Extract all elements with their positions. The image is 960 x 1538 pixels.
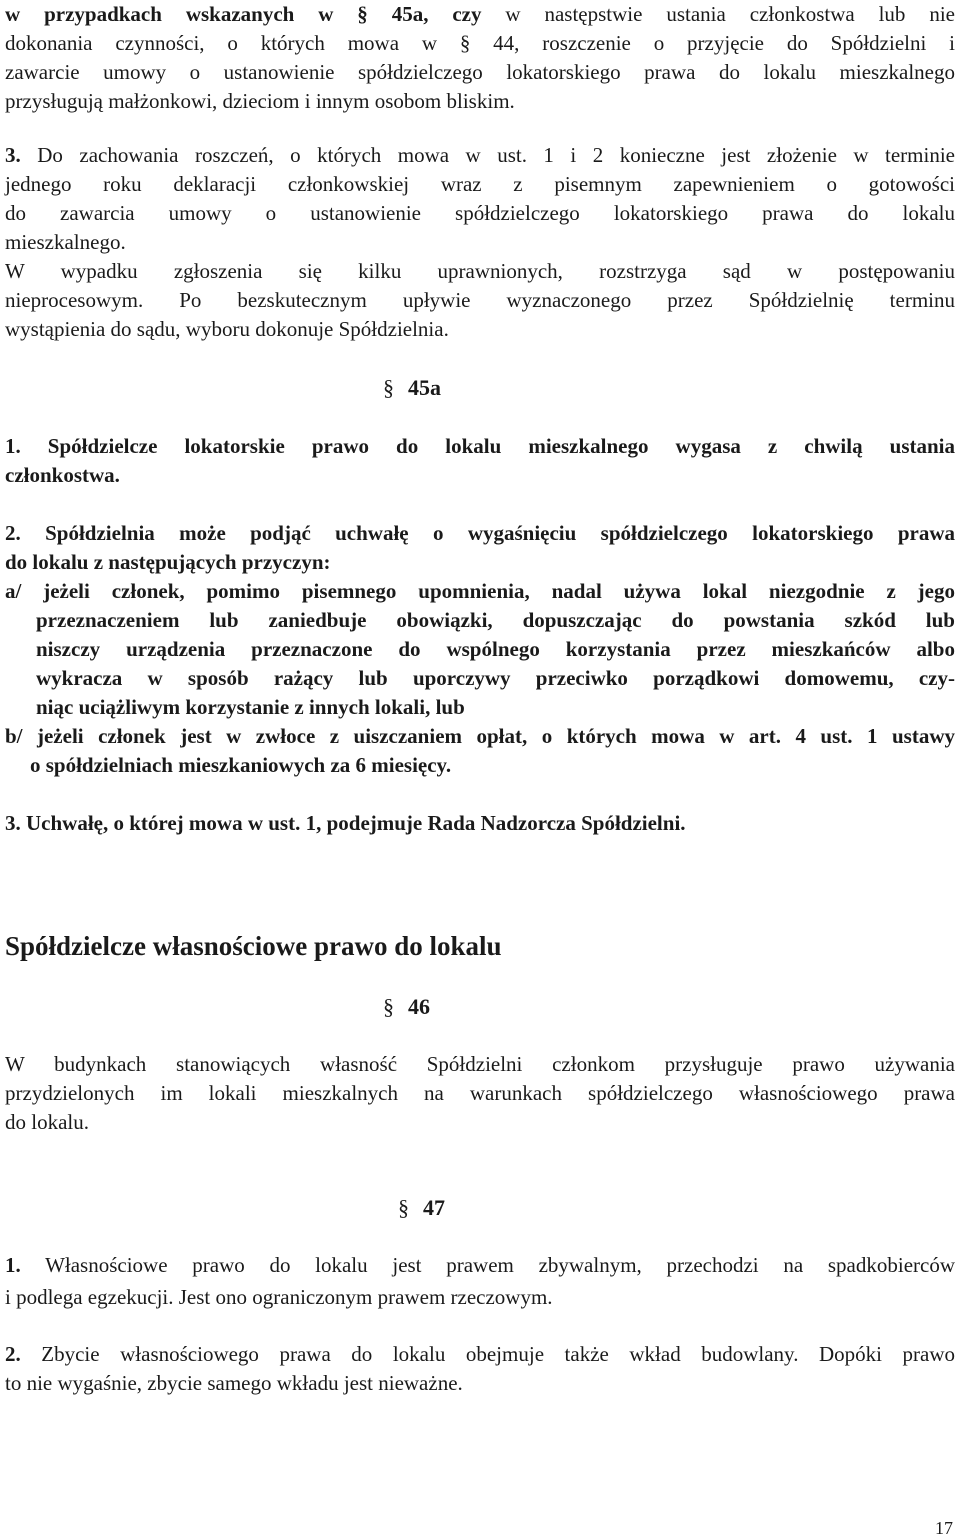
p1-line-3: zawarcie umowy o ustanowienie spółdzielczego lokatorskiego prawa do lokalu mieszkalnego: [5, 60, 955, 84]
p3-line-7: wystąpienia do sądu, wyboru dokonuje Spółdzielnia.: [5, 317, 449, 341]
s45a-item-a-line-1: a/ jeżeli członek, pomimo pisemnego upomnienia, nadal używa lokal niezgodnie z jego: [5, 579, 955, 603]
section-47-heading: § 47: [398, 1195, 445, 1220]
s45a-p1-line-1: 1. Spółdzielcze lokatorskie prawo do lokalu mieszkalnego wygasa z chwilą ustania: [5, 434, 955, 458]
s45a-item-a-line-5: niąc uciążliwym korzystanie z innych lokali, lub: [36, 695, 465, 719]
s45a-item-a-line-3: niszczy urządzenia przeznaczone do wspólnego korzystania przez mieszkańców albo: [36, 637, 955, 661]
p1-line-2: dokonania czynności, o których mowa w § 44, roszczenie o przyjęcie do Spółdzielni i: [5, 31, 955, 55]
s45a-p2-line-1: 2. Spółdzielnia może podjąć uchwałę o wygaśnięciu spółdzielczego lokatorskiego prawa: [5, 521, 955, 545]
p3-line-3: do zawarcia umowy o ustanowienie spółdzielczego lokatorskiego prawa do lokalu: [5, 201, 955, 225]
p3-line-6: nieprocesowym. Po bezskutecznym upływie wyznaczonego przez Spółdzielnię terminu: [5, 288, 955, 312]
s45a-item-b-line-2: o spółdzielniach mieszkaniowych za 6 miesięcy.: [30, 753, 452, 777]
p1-line-4: przysługują małżonkowi, dzieciom i innym osobom bliskim.: [5, 89, 515, 113]
s46-line-1: W budynkach stanowiących własność Spółdzielni członkom przysługuje prawo używania: [5, 1052, 955, 1076]
s45a-item-b-line-1: b/ jeżeli członek jest w zwłoce z uiszczaniem opłat, o których mowa w art. 4 ust. 1 ustawy: [5, 724, 955, 748]
p3-line-4: mieszkalnego.: [5, 230, 126, 254]
s45a-p1-line-2: członkostwa.: [5, 463, 120, 487]
s47-p2-line-2: to nie wygaśnie, zbycie samego wkładu jest nieważne.: [5, 1371, 463, 1395]
p3-line-2: jednego roku deklaracji członkowskiej wraz z pisemnym zapewnieniem o gotowości: [5, 172, 955, 196]
s46-line-2: przydzielonych im lokali mieszkalnych na warunkach spółdzielczego własnościowego prawa: [5, 1081, 955, 1105]
p3-line-1: 3. Do zachowania roszczeń, o których mowa w ust. 1 i 2 konieczne jest złożenie w terminie: [5, 143, 955, 167]
s45a-p2-line-2: do lokalu z następujących przyczyn:: [5, 550, 331, 574]
p3-line-5: W wypadku zgłoszenia się kilku uprawnionych, rozstrzyga sąd w postępowaniu: [5, 259, 955, 283]
page-number: 17: [935, 1518, 953, 1538]
s46-line-3: do lokalu.: [5, 1110, 89, 1134]
s47-p2-line-1: 2. Zbycie własnościowego prawa do lokalu obejmuje także wkład budowlany. Dopóki prawo: [5, 1342, 955, 1366]
s45a-item-a-line-2: przeznaczeniem lub zaniedbuje obowiązki, dopuszczając do powstania szkód lub: [36, 608, 955, 632]
s45a-p3: 3. Uchwałę, o której mowa w ust. 1, podejmuje Rada Nadzorcza Spółdzielni.: [5, 811, 686, 835]
section-45a-heading: § 45a: [383, 375, 441, 400]
s47-p1-line-1: 1. Własnościowe prawo do lokalu jest prawem zbywalnym, przechodzi na spadkobierców: [5, 1253, 955, 1277]
s45a-item-a-line-4: wykracza w sposób rażący lub uporczywy przeciwko porządkowi domowemu, czy-: [36, 666, 955, 690]
p1-line-1: w przypadkach wskazanych w § 45a, czy w następstwie ustania członkostwa lub nie: [5, 2, 955, 26]
section-heading: Spółdzielcze własnościowe prawo do lokalu: [5, 931, 502, 961]
section-46-heading: § 46: [383, 994, 430, 1019]
s47-p1-line-2: i podlega egzekucji. Jest ono ograniczonym prawem rzeczowym.: [5, 1285, 553, 1309]
